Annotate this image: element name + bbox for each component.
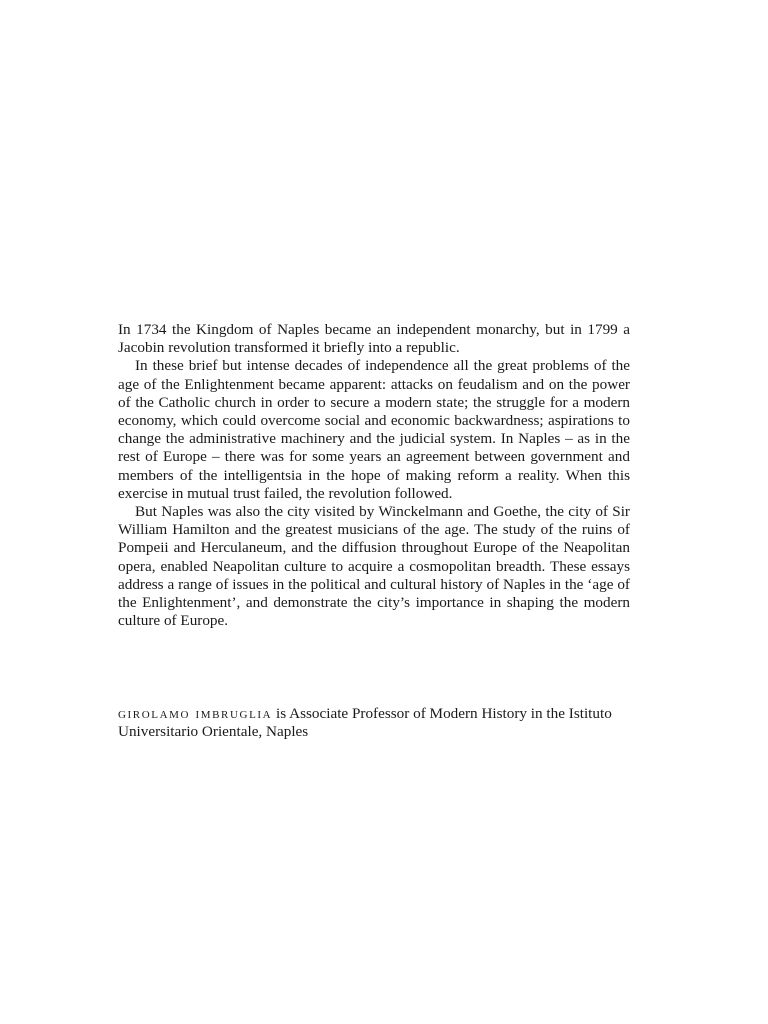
author-bio: [118, 705, 630, 741]
author-name: girolamo imbruglia: [118, 705, 273, 722]
description-paragraph-3: But Naples was also the city visited by Winckelmann and Goethe, the city of Sir William Hamilton and the greatest musicians of the age. The study of the ruins of Pompeii and Herculaneum, and the diffusion throughout Europe of the Neapolitan opera, enabled Neapolitan culture to acquire a cosmopolitan breadth. These essays address a range of issues in the political and cultural history of Naples in the ‘age of the Enlightenment’, and demonstrate the city’s importance in shaping the modern culture of Europe.: [118, 503, 630, 630]
description-paragraph-2: In these brief but intense decades of independence all the great problems of the age of the Enlightenment became apparent: attacks on feudalism and on the power of the Catholic church in order to secure a modern state; the struggle for a modern economy, which could overcome social and economic backwardness; aspirations to change the administrative machinery and the judicial system. In Naples – as in the rest of Europe – there was for some years an agreement between government and members of the intelligentsia in the hope of making reform a reality. When this exercise in mutual trust failed, the revolution followed.: [118, 357, 630, 502]
author-description: is Associate Professor of Modern History in the Istituto Universitario Orientale, Naples: [118, 705, 612, 741]
book-description: [118, 321, 630, 630]
description-paragraph-1: In 1734 the Kingdom of Naples became an independent monarchy, but in 1799 a Jacobin revolution transformed it briefly into a republic.: [118, 321, 630, 357]
